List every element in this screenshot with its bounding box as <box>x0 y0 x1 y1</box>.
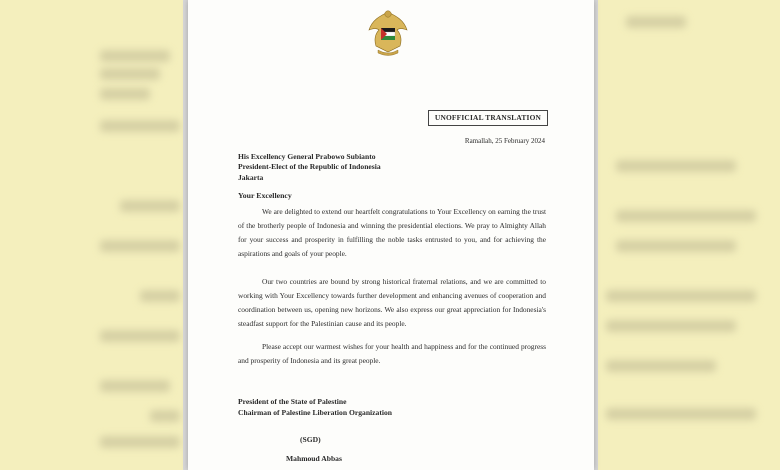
letter-date: Ramallah, 25 February 2024 <box>464 137 545 145</box>
recipient-line: President-Elect of the Republic of Indonesia <box>238 162 381 172</box>
blur-line <box>606 320 736 332</box>
blurred-background-right <box>596 0 780 470</box>
letter-sheet <box>188 0 594 470</box>
recipient-line: Jakarta <box>238 172 264 182</box>
blur-line <box>100 50 170 62</box>
body-paragraph: We are delighted to extend our heartfelt congratulations to Your Excellency on earning the trust of the brotherly people of Indonesia and winning the presidential elections. We pray to Almighty Allah for your success and prosperity in fulfilling the noble tasks entrusted to you, and for achieving the aspirations and goals of your people. <box>238 207 546 259</box>
blur-line <box>100 330 180 342</box>
salutation: Your Excellency <box>238 191 292 200</box>
blur-line <box>100 120 180 132</box>
blur-line <box>606 290 756 302</box>
blur-line <box>100 436 180 448</box>
blur-line <box>140 290 180 302</box>
blur-line <box>100 88 150 100</box>
signatory-name: Mahmoud Abbas <box>286 454 342 463</box>
signature-title: President of the State of Palestine <box>238 397 347 406</box>
signed-marker: (SGD) <box>300 435 321 444</box>
unofficial-translation-stamp: UNOFFICIAL TRANSLATION <box>428 110 548 126</box>
blurred-background-left <box>0 0 188 470</box>
blur-line <box>626 16 686 28</box>
blur-line <box>120 200 180 212</box>
signature-titles <box>238 397 392 418</box>
body-paragraph: Our two countries are bound by strong historical fraternal relations, and we are committed to working with Your Excellency towards further development and enhancing avenues of cooperation and coordination between us, opening new horizons. We also express our great appreciation for Indonesia's steadfast support for the Palestinian cause and its people. <box>238 277 546 329</box>
blur-line <box>100 68 160 80</box>
blur-line <box>100 380 170 392</box>
blur-line <box>616 210 756 222</box>
blur-line <box>606 408 756 420</box>
blur-line <box>100 240 180 252</box>
recipient-line: His Excellency General Prabowo Subianto <box>238 152 376 161</box>
recipient-address <box>238 152 381 183</box>
body-paragraph: Please accept our warmest wishes for your health and happiness and for the continued progress and prosperity of Indonesia and its great people. <box>238 342 546 366</box>
blur-line <box>616 240 736 252</box>
palestine-eagle-emblem-icon <box>366 6 410 58</box>
blur-line <box>606 360 716 372</box>
blur-line <box>150 410 180 422</box>
signature-title: Chairman of Palestine Liberation Organization <box>238 407 392 417</box>
blur-line <box>616 160 736 172</box>
